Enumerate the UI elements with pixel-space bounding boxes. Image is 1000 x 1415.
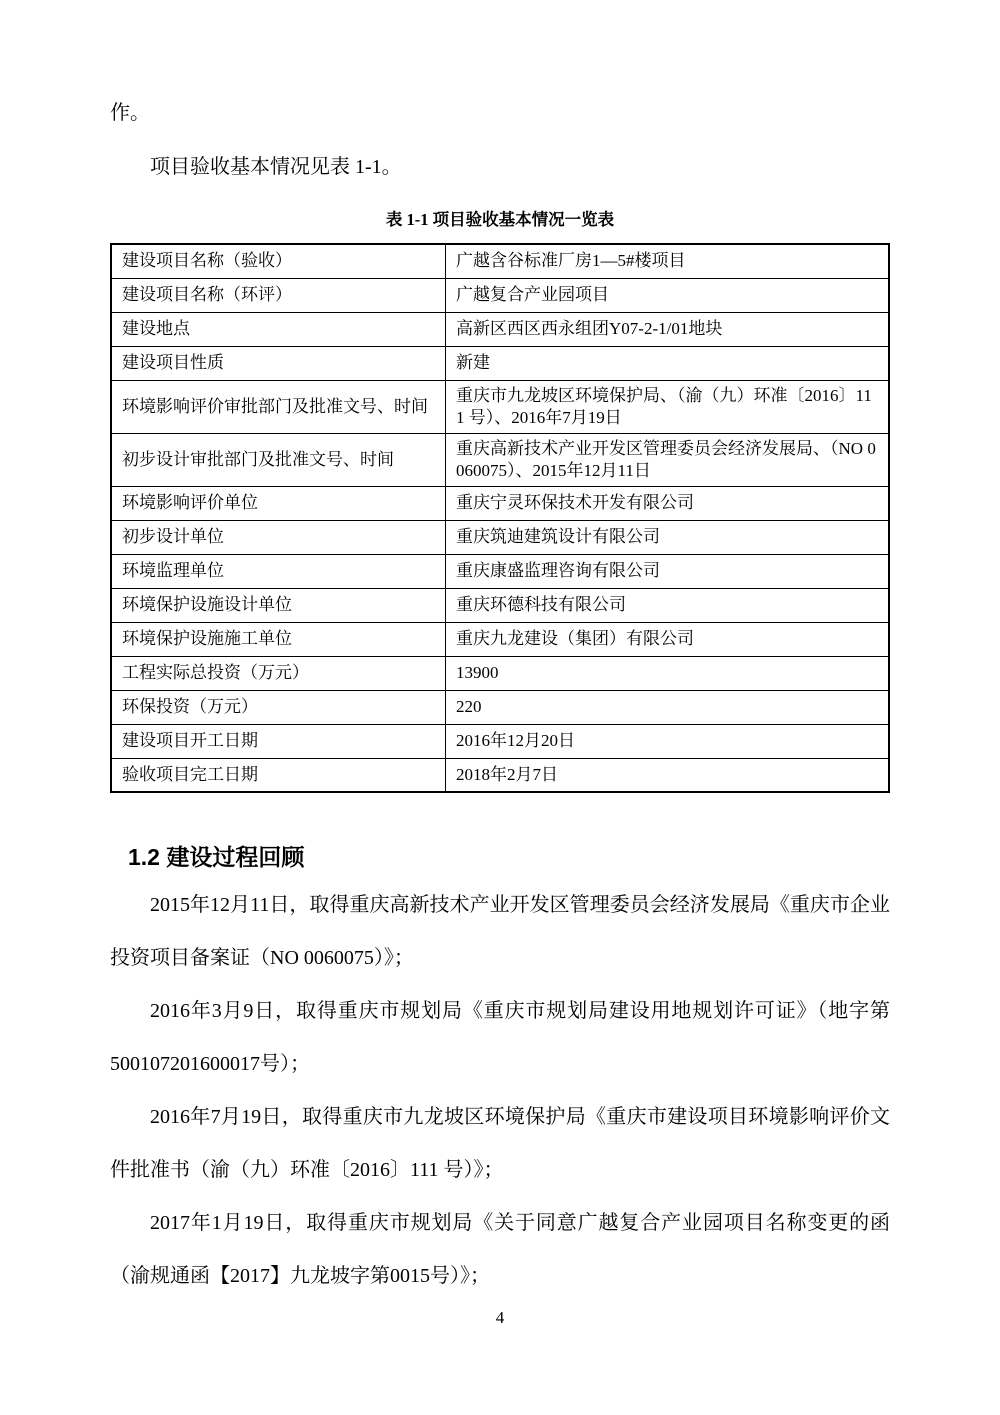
row-label: 环境保护设施设计单位 — [111, 588, 446, 622]
project-info-table — [110, 243, 890, 793]
row-label: 建设项目名称（环评） — [111, 278, 446, 312]
section-heading: 1.2 建设过程回顾 — [128, 844, 305, 870]
table-row — [111, 724, 889, 758]
row-value: 重庆市九龙坡区环境保护局、（渝（九）环准〔2016〕111 号）、2016年7月19日 — [446, 380, 889, 433]
row-label: 建设项目性质 — [111, 346, 446, 380]
page-number: 4 — [495, 1308, 505, 1327]
table-row — [111, 520, 889, 554]
row-value: 重庆高新技术产业开发区管理委员会经济发展局、（NO 0060075）、2015年12月11日 — [446, 433, 889, 486]
table-row — [111, 433, 889, 486]
row-value: 高新区西区西永组团Y07-2-1/01地块 — [446, 312, 889, 346]
carryover-text: 作。 — [110, 102, 150, 124]
row-value: 220 — [446, 690, 889, 724]
row-label: 建设地点 — [111, 312, 446, 346]
table-row — [111, 758, 889, 792]
row-value: 重庆九龙建设（集团）有限公司 — [446, 622, 889, 656]
row-label: 环境监理单位 — [111, 554, 446, 588]
table-row — [111, 380, 889, 433]
table-row — [111, 278, 889, 312]
row-value: 重庆筑迪建筑设计有限公司 — [446, 520, 889, 554]
row-value: 2016年12月20日 — [446, 724, 889, 758]
intro-paragraph: 项目验收基本情况见表 1-1。 — [150, 156, 402, 178]
table-caption: 表 1-1 项目验收基本情况一览表 — [385, 210, 615, 229]
row-value: 13900 — [446, 656, 889, 690]
table-row — [111, 346, 889, 380]
row-label: 环境保护设施施工单位 — [111, 622, 446, 656]
row-label: 环保投资（万元） — [111, 690, 446, 724]
row-value: 重庆康盛监理咨询有限公司 — [446, 554, 889, 588]
section-body — [110, 879, 890, 1303]
row-value: 2018年2月7日 — [446, 758, 889, 792]
row-label: 验收项目完工日期 — [111, 758, 446, 792]
paragraph: 2016年3月9日，取得重庆市规划局《重庆市规划局建设用地规划许可证》（地字第500107201600017号）； — [110, 1000, 890, 1075]
paragraph: 2017年1月19日，取得重庆市规划局《关于同意广越复合产业园项目名称变更的函（渝规通函【2017】九龙坡字第0015号）》； — [110, 1212, 890, 1287]
table-row — [111, 312, 889, 346]
row-value: 新建 — [446, 346, 889, 380]
paragraph: 2016年7月19日，取得重庆市九龙坡区环境保护局《重庆市建设项目环境影响评价文件批准书（渝（九）环准〔2016〕111 号）》； — [110, 1106, 890, 1181]
row-label: 初步设计审批部门及批准文号、时间 — [111, 433, 446, 486]
table-row — [111, 486, 889, 520]
row-label: 环境影响评价单位 — [111, 486, 446, 520]
row-value: 重庆宁灵环保技术开发有限公司 — [446, 486, 889, 520]
table-row — [111, 588, 889, 622]
row-label: 工程实际总投资（万元） — [111, 656, 446, 690]
table-row — [111, 656, 889, 690]
row-value: 广越含谷标准厂房1—5#楼项目 — [446, 244, 889, 278]
row-label: 建设项目名称（验收） — [111, 244, 446, 278]
row-label: 环境影响评价审批部门及批准文号、时间 — [111, 380, 446, 433]
table-row — [111, 244, 889, 278]
table-row — [111, 554, 889, 588]
row-value: 重庆环德科技有限公司 — [446, 588, 889, 622]
row-value: 广越复合产业园项目 — [446, 278, 889, 312]
row-label: 初步设计单位 — [111, 520, 446, 554]
table-row — [111, 690, 889, 724]
table-row — [111, 622, 889, 656]
row-label: 建设项目开工日期 — [111, 724, 446, 758]
paragraph: 2015年12月11日，取得重庆高新技术产业开发区管理委员会经济发展局《重庆市企业投资项目备案证（NO 0060075）》； — [110, 894, 890, 969]
